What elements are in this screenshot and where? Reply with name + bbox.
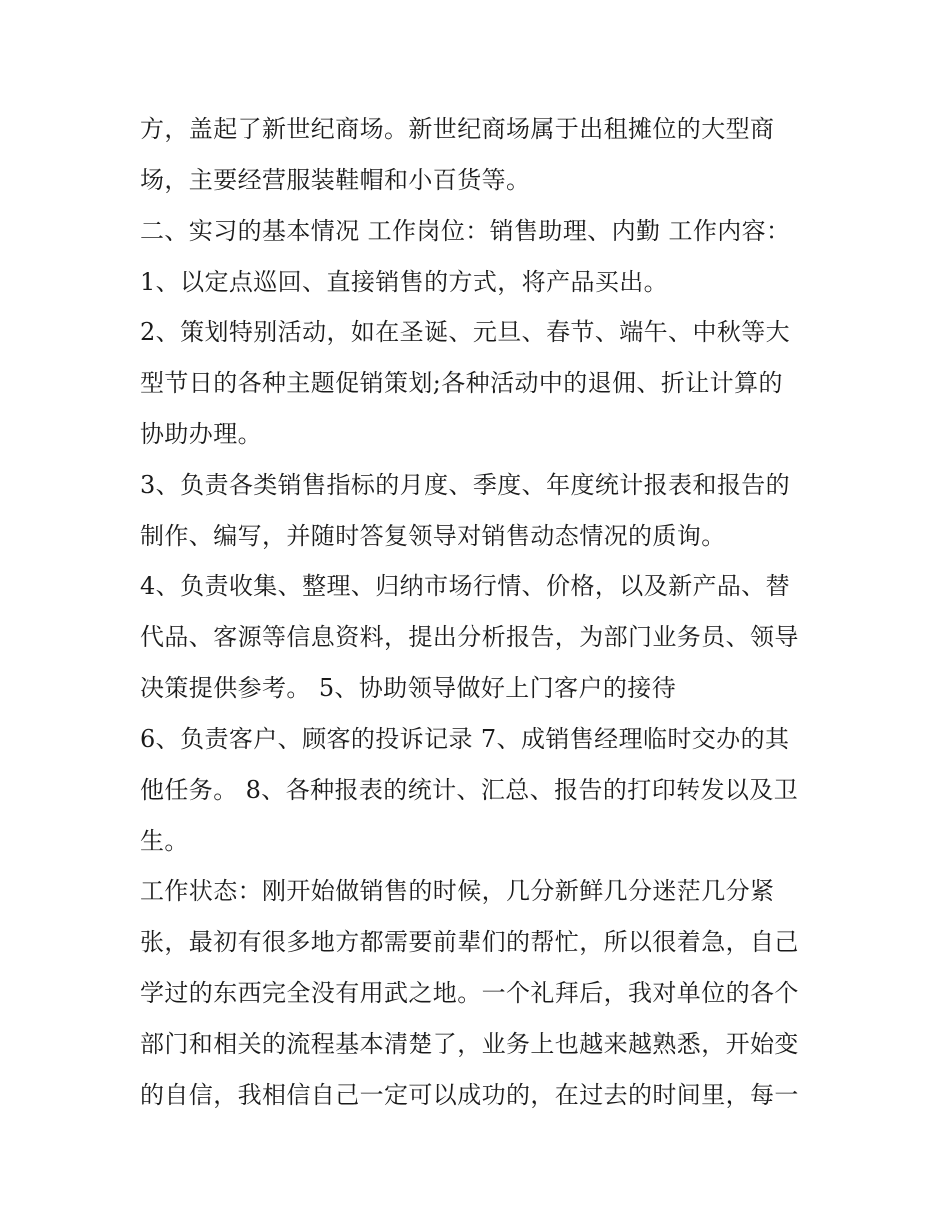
text-line: 型节日的各种主题促销策划;各种活动中的退佣、折让计算的 <box>140 369 783 397</box>
text-line: 制作、编写，并随时答复领导对销售动态情况的质询。 <box>140 522 726 550</box>
text-line: 决策提供参考。 5、协助领导做好上门客户的接待 <box>140 674 677 702</box>
text-line: 6、负责客户、顾客的投诉记录 7、成销售经理临时交办的其 <box>140 725 790 753</box>
text-line: 学过的东西完全没有用武之地。一个礼拜后，我对单位的各个 <box>140 979 799 1007</box>
text-line: 二、实习的基本情况 工作岗位：销售助理、内勤 工作内容： <box>140 217 791 245</box>
text-line: 2、策划特别活动，如在圣诞、元旦、春节、端午、中秋等大 <box>140 318 791 346</box>
text-line: 方，盖起了新世纪商场。新世纪商场属于出租摊位的大型商 <box>140 115 775 143</box>
text-line: 代品、客源等信息资料，提出分析报告，为部门业务员、领导 <box>140 623 799 651</box>
text-line: 3、负责各类销售指标的月度、季度、年度统计报表和报告的 <box>140 471 791 499</box>
text-line: 协助办理。 <box>140 420 262 448</box>
text-line: 的自信，我相信自己一定可以成功的，在过去的时间里，每一 <box>140 1081 799 1109</box>
text-line: 他任务。 8、各种报表的统计、汇总、报告的打印转发以及卫 <box>140 776 799 804</box>
text-line: 场，主要经营服装鞋帽和小百货等。 <box>140 166 531 194</box>
text-line: 张，最初有很多地方都需要前辈们的帮忙，所以很着急，自己 <box>140 928 799 956</box>
text-line: 工作状态：刚开始做销售的时候，几分新鲜几分迷茫几分紧 <box>140 877 775 905</box>
text-line: 1、以定点巡回、直接销售的方式，将产品买出。 <box>140 268 669 296</box>
text-line: 生。 <box>140 827 189 855</box>
text-line: 部门和相关的流程基本清楚了，业务上也越来越熟悉，开始变 <box>140 1030 799 1058</box>
text-line: 4、负责收集、整理、归纳市场行情、价格，以及新产品、替 <box>140 572 791 600</box>
